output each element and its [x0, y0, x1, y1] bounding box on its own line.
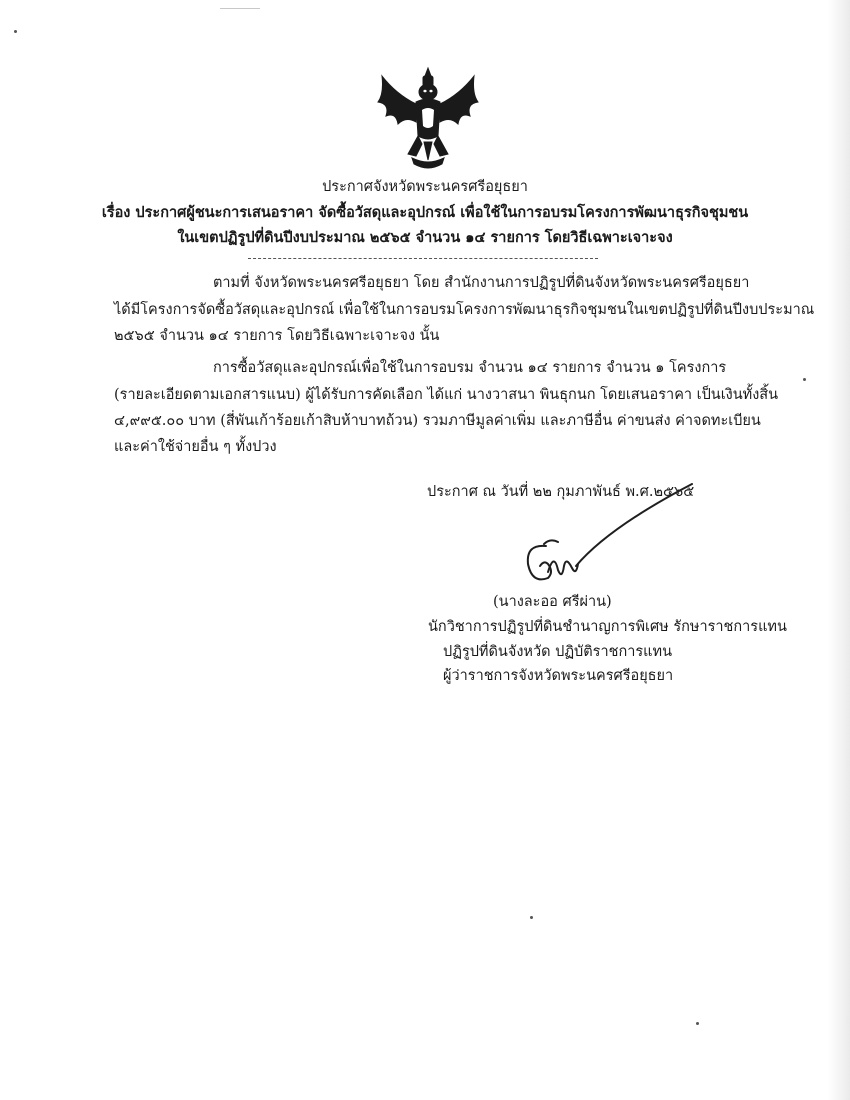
document-title: ประกาศจังหวัดพระนครศรีอยุธยา [322, 179, 528, 195]
handwritten-signature [518, 480, 698, 600]
paragraph-1-line-1: ตามที่ จังหวัดพระนครศรีอยุธยา โดย สำนักงานการปฏิรูปที่ดินจังหวัดพระนครศรีอยุธยา [213, 275, 750, 291]
signatory-name: (นางละออ ศรีผ่าน) [493, 594, 612, 610]
heading-divider [248, 258, 598, 259]
scan-speck [696, 1022, 699, 1025]
announce-date: ประกาศ ณ วันที่ ๒๒ กุมภาพันธ์ พ.ศ.๒๕๖๕ [427, 484, 695, 500]
paragraph-2-line-4: และค่าใช้จ่ายอื่น ๆ ทั้งปวง [114, 439, 277, 455]
paragraph-2-line-2: (รายละเอียดตามเอกสารแนบ) ผู้ได้รับการคัดเลือก ได้แก่ นางวาสนา พินธุกนก โดยเสนอราคา เป็นเงินทั้งสิ้น [114, 387, 779, 403]
paragraph-2-line-3: ๔,๙๙๕.๐๐ บาท (สี่พันเก้าร้อยเก้าสิบห้าบาทถ้วน) รวมภาษีมูลค่าเพิ่ม และภาษีอื่น ค่าขนส่ง ค่าจดทะเบียน [114, 413, 761, 429]
signatory-position-3: ผู้ว่าราชการจังหวัดพระนครศรีอยุธยา [443, 668, 674, 684]
document-subject-line-1: เรื่อง ประกาศผู้ชนะการเสนอราคา จัดซื้อวัสดุและอุปกรณ์ เพื่อใช้ในการอบรมโครงการพัฒนาธุรกิจชุมชน [101, 204, 749, 221]
signatory-position-1: นักวิชาการปฏิรูปที่ดินชำนาญการพิเศษ รักษาราชการแทน [428, 619, 787, 635]
scan-mark [220, 8, 260, 9]
paragraph-2-line-1: การซื้อวัสดุและอุปกรณ์เพื่อใช้ในการอบรม จำนวน ๑๔ รายการ จำนวน ๑ โครงการ [213, 360, 727, 376]
paragraph-1-line-3: ๒๕๖๕ จำนวน ๑๔ รายการ โดยวิธีเฉพาะเจาะจง นั้น [114, 328, 440, 344]
garuda-emblem-icon [372, 64, 484, 176]
signatory-position-2: ปฏิรูปที่ดินจังหวัด ปฏิบัติราชการแทน [443, 644, 672, 660]
scan-speck [14, 30, 17, 33]
scan-edge-shadow [828, 0, 850, 1100]
document-subject-line-2: ในเขตปฏิรูปที่ดินปีงบประมาณ ๒๕๖๕ จำนวน ๑๔ รายการ โดยวิธีเฉพาะเจาะจง [177, 229, 673, 246]
scan-speck [530, 916, 533, 919]
paragraph-1-line-2: ได้มีโครงการจัดซื้อวัสดุและอุปกรณ์ เพื่อใช้ในการอบรมโครงการพัฒนาธุรกิจชุมชนในเขตปฏิรูปที่ดินปีงบประมาณ [114, 302, 815, 318]
scan-speck [803, 378, 806, 381]
